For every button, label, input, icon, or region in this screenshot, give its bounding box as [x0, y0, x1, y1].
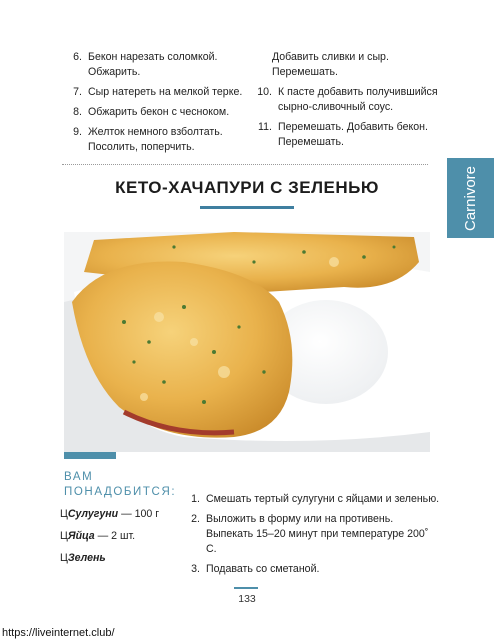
previous-recipe-steps-left [60, 50, 255, 160]
category-label: Carnivore [462, 165, 479, 231]
page-number: 133 [238, 593, 256, 605]
step-item: 9. Желток немного взболтать. Посолить, поперчить. [73, 126, 223, 153]
method-steps [180, 492, 440, 582]
dish-photo [64, 232, 430, 452]
dish-photo-image [64, 232, 430, 452]
ingredient-item: ЦЯйца — 2 шт. [60, 530, 136, 542]
method-step: 2. Выложить в форму или на противень. Выпекать 15–20 минут при температуре 200˚ С. [191, 513, 429, 555]
step-item: 8. Обжарить бекон с чесноком. [73, 106, 230, 118]
step-item: 10. К пасте добавить получившийся сырно-сливочный соус. [257, 86, 438, 113]
page-number-rule [234, 587, 258, 589]
step-item: 7. Сыр натереть на мелкой терке. [73, 86, 243, 98]
ingredient-item: ЦСулугуни — 100 г [60, 508, 160, 520]
ingredients-tab-marker [64, 452, 116, 459]
method-step: 1. Смешать тертый сулугуни с яйцами и зеленью. [191, 493, 440, 505]
method-step: 3. Подавать со сметаной. [191, 563, 320, 575]
ingredients-heading: ВАМ ПОНАДОБИТСЯ: [64, 471, 177, 498]
step-item: Добавить сливки и сыр. Перемешать. [272, 51, 389, 78]
ingredient-item: ЦЗелень [60, 552, 106, 564]
category-side-tab [447, 158, 494, 238]
section-divider [62, 164, 428, 165]
source-url[interactable]: https://liveinternet.club/ [2, 627, 115, 639]
ingredients-list [60, 507, 159, 573]
recipe-title: КЕТО-ХАЧАПУРИ С ЗЕЛЕНЬЮ [115, 178, 379, 197]
title-underline [200, 206, 294, 209]
step-item: 11. Перемешать. Добавить бекон. Перемешать. [258, 121, 428, 148]
step-item: 6. Бекон нарезать соломкой. Обжарить. [73, 51, 218, 78]
previous-recipe-steps-right [250, 50, 440, 155]
